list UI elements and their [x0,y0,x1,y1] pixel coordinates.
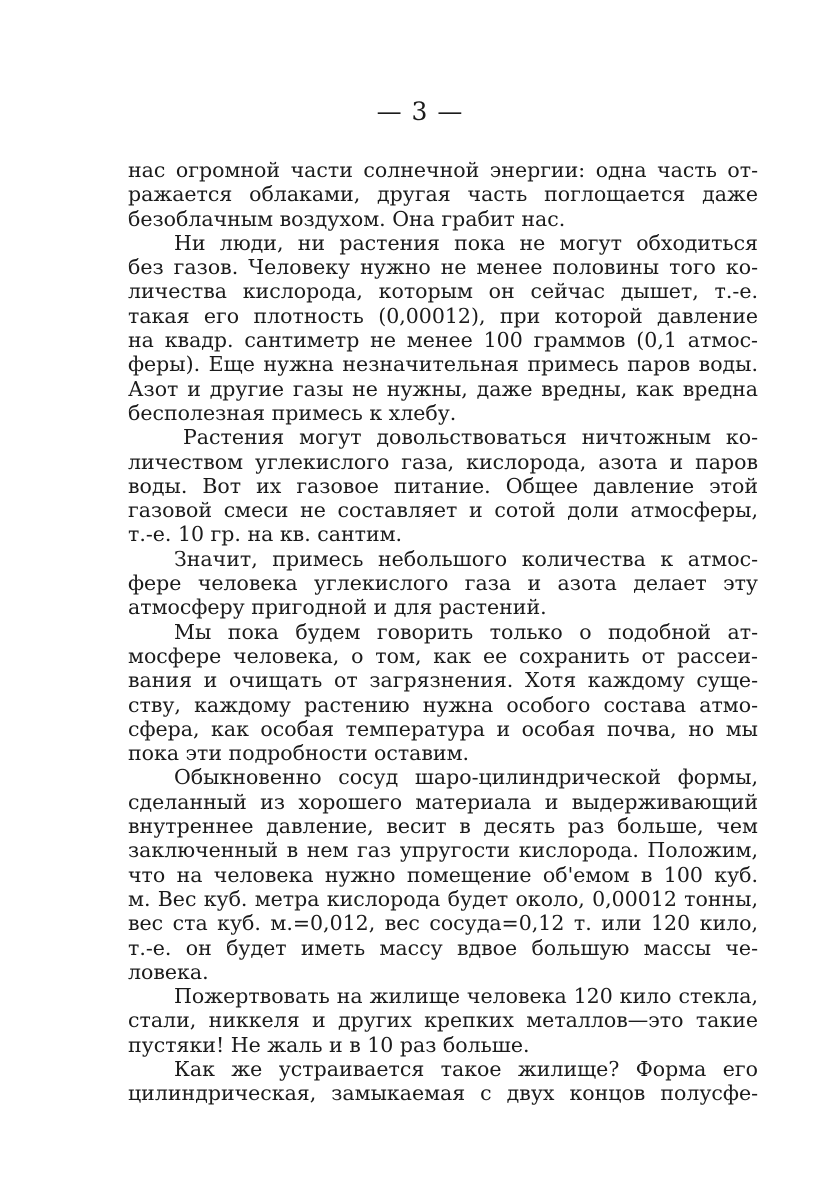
text-line: м. Вес куб. метра кислорода будет около, 0,00012 тонны, [128,886,758,911]
text-line: ловека. [128,959,209,984]
text-line: личеством углекислого газа, кислорода, азота и паров [128,449,758,474]
text-line: стали, никкеля и других крепких металлов—это такие [128,1008,758,1033]
page-number: — 3 — [376,97,464,126]
text-line: Обыкновенно сосуд шаро-цилиндрической формы, [174,765,758,790]
text-line: ражается облаками, другая часть поглощается даже [128,182,758,207]
text-line: бесполезная примесь к хлебу. [128,400,457,425]
paragraph [128,984,758,1057]
text-line: атмосферу пригодной и для растений. [128,595,547,620]
text-line: Пожертвовать на жилище человека 120 кило стекла, [174,984,758,1009]
paragraph [128,231,758,425]
text-line: феры). Еще нужна незначительная примесь паров воды. [128,352,758,377]
text-line: сделанный из хорошего материала и выдерживающий [128,789,758,814]
text-line: сфера, как особая температура и особая почва, но мы [128,716,758,741]
text-line: Мы пока будем говорить только о подобной ат- [174,619,758,644]
body-text [128,158,758,1106]
text-line: без газов. Человеку нужно не менее половины того ко- [128,255,758,280]
paragraph [128,620,758,766]
text-line: что на человека нужно помещение об'емом в 100 куб. [128,862,758,887]
text-line: т.-е. 10 гр. на кв. сантим. [128,522,403,547]
text-line: пока эти подробности оставим. [128,741,470,766]
paragraph [128,425,758,546]
text-line: личества кислорода, которым он сейчас дышет, т.-е. [128,279,758,304]
paragraph [128,765,758,984]
text-line: Как же устраивается такое жилище? Форма его [174,1056,758,1081]
paragraph [128,158,758,231]
text-line: внутреннее давление, весит в десять раз больше, чем [128,814,758,839]
text-line: Растения могут довольствоваться ничтожным ко- [183,425,758,450]
text-line: на квадр. сантиметр не менее 100 граммов (0,1 атмос- [128,328,758,353]
text-line: Ни люди, ни растения пока не могут обходиться [174,230,758,255]
text-line: заключенный в нем газ упругости кислорода. Положим, [128,838,758,863]
text-line: фере человека углекислого газа и азота делает эту [128,571,758,596]
text-line: вес ста куб. м.=0,012, вес сосуда=0,12 т. или 120 кило, [128,911,758,936]
paragraph [128,1057,758,1106]
text-line: пустяки! Не жаль и в 10 раз больше. [128,1032,530,1057]
text-line: нас огромной части солнечной энергии: одна часть от- [128,158,758,182]
text-line: мосфере человека, о том, как ее сохранить от рассеи- [128,643,758,668]
text-line: т.-е. он будет иметь массу вдвое большую массы че- [128,935,758,960]
text-line: Значит, примесь небольшого количества к атмос- [174,546,758,571]
text-line: цилиндрическая, замыкаемая с двух концов полусфе- [128,1081,758,1106]
text-line: ству, каждому растению нужна особого состава атмо- [128,692,758,717]
text-line: безоблачным воздухом. Она грабит нас. [128,206,566,231]
text-line: такая его плотность (0,00012), при которой давление [128,303,758,328]
paragraph [128,547,758,620]
text-line: Азот и другие газы не нужны, даже вредны, как вредна [128,376,758,401]
text-line: газовой смеси не составляет и сотой доли атмосферы, [128,498,758,523]
text-line: вания и очищать от загрязнения. Хотя каждому суще- [128,668,758,693]
text-line: воды. Вот их газовое питание. Общее давление этой [128,473,758,498]
